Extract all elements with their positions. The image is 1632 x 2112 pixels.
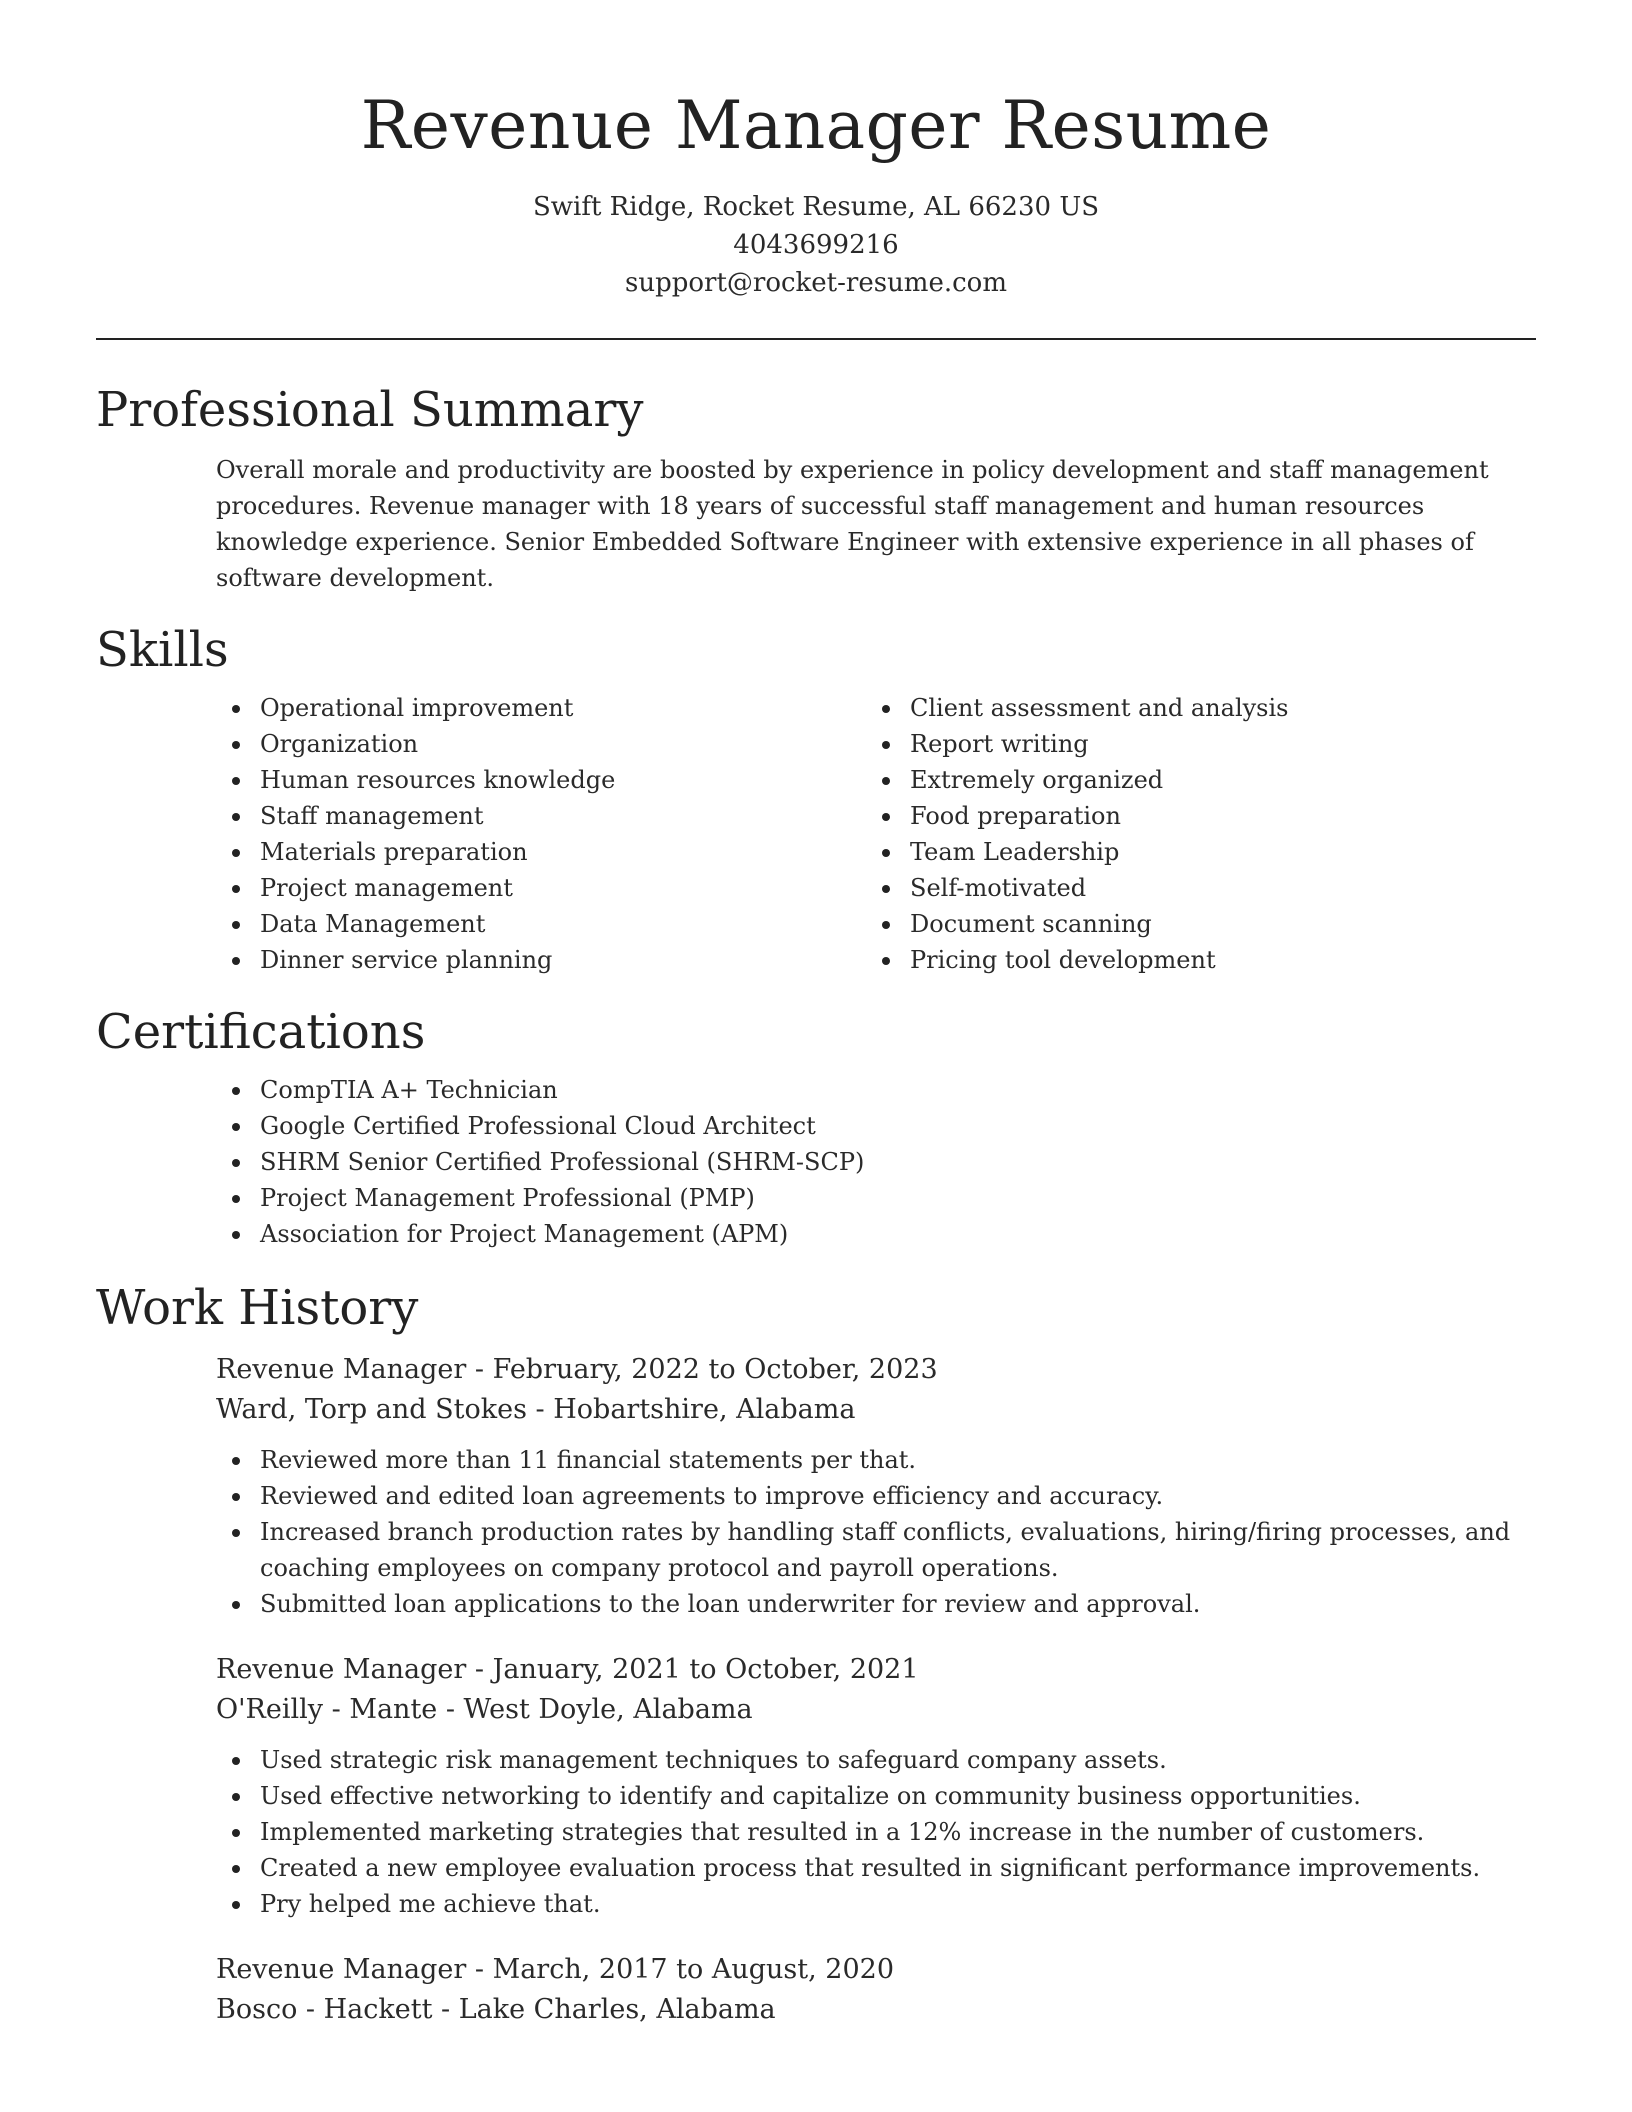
skill-item: Food preparation [866,798,1516,834]
certifications-list [216,1072,1536,1252]
job-entry [96,1950,1536,2030]
job-company-line: O'Reilly - Mante - West Doyle, Alabama [216,1694,753,1725]
skill-item: Self-motivated [866,870,1516,906]
skills-list-left [216,690,866,978]
skill-item: Data Management [216,906,866,942]
job-bullet: Created a new employee evaluation process that resulted in significant performance improvements. [216,1850,1536,1886]
job-bullet: Pry helped me achieve that. [216,1886,1536,1922]
skills-columns [216,690,1536,978]
certifications-heading: Certifications [96,1004,426,1060]
certification-item: CompTIA A+ Technician [216,1072,1536,1108]
skill-item: Dinner service planning [216,942,866,978]
skill-item: Client assessment and analysis [866,690,1516,726]
resume-page [96,0,1536,2030]
skill-item: Project management [216,870,866,906]
job-entry [96,1650,1536,1922]
job-bullet: Implemented marketing strategies that resulted in a 12% increase in the number of customers. [216,1814,1536,1850]
summary-text: Overall morale and productivity are boosted by experience in policy development and staff management procedures. Revenue manager with 18 years of successful staff management and human resources knowledge experience. Senior Embedded Software Engineer with extensive experience in all phases of software development. [216,456,1489,592]
skill-item: Pricing tool development [866,942,1516,978]
certification-item: Association for Project Management (APM) [216,1216,1536,1252]
work-history-heading: Work History [96,1280,419,1336]
job-bullet: Reviewed more than 11 financial statements per that. [216,1442,1536,1478]
job-bullet: Used effective networking to identify and capitalize on community business opportunities. [216,1778,1536,1814]
certification-item: Project Management Professional (PMP) [216,1180,1536,1216]
skill-item: Human resources knowledge [216,762,866,798]
job-bullets [216,1742,1536,1922]
job-bullet: Reviewed and edited loan agreements to improve efficiency and accuracy. [216,1478,1536,1514]
skill-item: Extremely organized [866,762,1516,798]
email-line: support@rocket-resume.com [624,268,1007,298]
skill-item: Materials preparation [216,834,866,870]
certification-item: Google Certified Professional Cloud Architect [216,1108,1536,1144]
certification-item: SHRM Senior Certified Professional (SHRM-SCP) [216,1144,1536,1180]
phone-line: 4043699216 [733,230,899,260]
header-divider [96,338,1536,340]
certifications-section [96,1002,1536,1252]
job-title-line: Revenue Manager - March, 2017 to August, 2020 [216,1954,895,1985]
job-entry [96,1350,1536,1622]
job-bullet: Used strategic risk management techniques to safeguard company assets. [216,1742,1536,1778]
contact-block [96,188,1536,302]
resume-header [96,0,1536,302]
job-bullets [216,1442,1536,1622]
summary-heading: Professional Summary [96,382,644,438]
job-title-line: Revenue Manager - January, 2021 to October, 2021 [216,1654,919,1685]
skills-list-right [866,690,1516,978]
skill-item: Report writing [866,726,1516,762]
skill-item: Staff management [216,798,866,834]
resume-title: Revenue Manager Resume [360,87,1272,164]
skills-section [96,620,1536,978]
job-company-line: Ward, Torp and Stokes - Hobartshire, Alabama [216,1394,856,1425]
skill-item: Organization [216,726,866,762]
skills-heading: Skills [96,622,229,678]
skill-item: Team Leadership [866,834,1516,870]
job-bullet: Increased branch production rates by handling staff conflicts, evaluations, hiring/firing processes, and coaching employees on company protocol and payroll operations. [216,1514,1536,1586]
address-line: Swift Ridge, Rocket Resume, AL 66230 US [532,192,1100,222]
job-bullet: Submitted loan applications to the loan underwriter for review and approval. [216,1586,1536,1622]
job-company-line: Bosco - Hackett - Lake Charles, Alabama [216,1994,776,2025]
work-history-section [96,1278,1536,2030]
skill-item: Operational improvement [216,690,866,726]
skill-item: Document scanning [866,906,1516,942]
job-title-line: Revenue Manager - February, 2022 to October, 2023 [216,1354,938,1385]
summary-section [96,380,1536,596]
